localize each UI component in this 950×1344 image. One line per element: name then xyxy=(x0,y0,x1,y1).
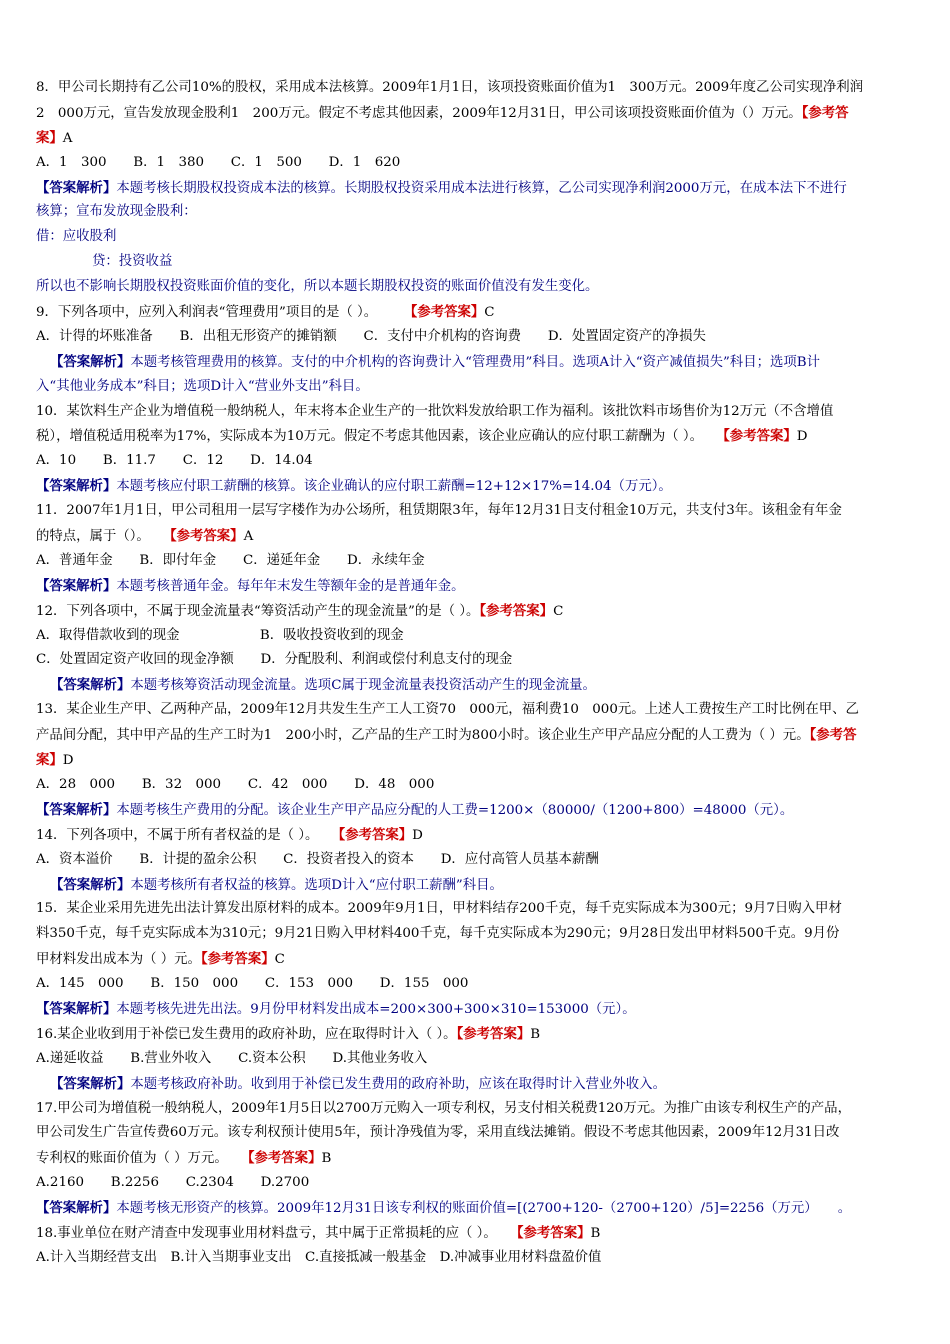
explanation-text: 本题考核筹资活动现金流量。选项C属于现金流量表投资活动产生的现金流量。 xyxy=(130,678,596,694)
question-stem-text: 12．下列各项中，不属于现金流量表“筹资活动产生的现金流量”的是（ ）。 xyxy=(36,603,480,619)
explanation-text: 本题考核生产费用的分配。该企业生产甲产品应分配的人工费=1200×（80000/（1200+800）=48000（元）。 xyxy=(116,802,794,818)
explanation-text: 本题考核先进先出法。9月份甲材料发出成本=200×300+300×310=153000（元）。 xyxy=(116,1001,636,1017)
question-9 xyxy=(36,300,914,400)
explanation xyxy=(36,873,914,898)
answer-value: B xyxy=(590,1225,601,1241)
explanation xyxy=(36,997,914,1022)
question-8 xyxy=(36,76,914,300)
explanation xyxy=(36,574,914,599)
answer-label: 【参考答案】 xyxy=(200,951,275,968)
question-stem-text: 的特点，属于（）。 xyxy=(36,529,144,545)
explanation-label: 【答案解析】 xyxy=(36,478,117,495)
question-options: A．10 B．11.7 C．12 D．14.04 xyxy=(36,453,313,469)
question-options: A．1 300 B．1 380 C．1 500 D．1 620 xyxy=(36,154,401,170)
question-16 xyxy=(36,1022,914,1097)
explanation-text: 所以也不影响长期股权投资账面价值的变化，所以本题长期股权投资的账面价值没有发生变化。 xyxy=(36,279,599,295)
question-stem-text: 9．下列各项中，应列入利润表“管理费用”项目的是（ ）。 xyxy=(36,305,371,321)
explanation xyxy=(36,1072,914,1097)
answer-label: 【参考答案】 xyxy=(723,428,797,445)
question-stem: 甲公司发生广告宣传费60万元。该专利权预计使用5年，预计净残值为零，采用直线法摊销。假设不考虑其他因素，2009年12月31日改 xyxy=(36,1125,840,1141)
explanation xyxy=(36,350,914,375)
question-stem xyxy=(36,1221,914,1246)
question-options: A．145 000 B．150 000 C．153 000 D．155 000 xyxy=(36,976,469,992)
answer-label: 【参考答案】 xyxy=(410,304,485,321)
question-stem-text: 甲材料发出成本为（ ）元。 xyxy=(36,952,201,968)
question-options: A．普通年金 B．即付年金 C．递延年金 D．永续年金 xyxy=(36,552,425,568)
explanation-label: 【答案解析】 xyxy=(36,179,117,196)
question-stem xyxy=(36,823,914,848)
question-stem: 料350千克，每千克实际成本为310元；9月21日购入甲材料400千克，每千克实际成本为290元；9月28日发出甲材料500千克。9月份 xyxy=(36,926,840,942)
question-options: A．计得的坏账准备 B．出租无形资产的摊销额 C．支付中介机构的咨询费 D．处置固定资产的净损失 xyxy=(36,328,706,344)
answer-label: 【参考答案】 xyxy=(338,826,413,843)
explanation-label: 【答案解析】 xyxy=(36,1000,117,1017)
answer-value: C xyxy=(274,952,285,968)
question-stem: 13．某企业生产甲、乙两种产品，2009年12月共发生生产工人工资70 000元，福利费10 000元。上述人工费按生产工时比例在甲、乙 xyxy=(36,702,859,718)
explanation-text: 本题考核长期股权投资成本法的核算。长期股权投资采用成本法进行核算，乙公司实现净利润2000万元，在成本法下不进行 xyxy=(116,180,847,196)
explanation xyxy=(36,1196,914,1221)
question-11 xyxy=(36,499,914,599)
question-stem xyxy=(36,947,914,972)
explanation xyxy=(36,176,914,201)
explanation xyxy=(36,798,914,823)
question-stem xyxy=(36,1022,914,1047)
answer-label: 【参考答案】 xyxy=(247,1150,322,1167)
answer-label: 案】 xyxy=(36,752,63,769)
explanation-text: 入“其他业务成本”科目；选项D计入“营业外支出”科目。 xyxy=(36,378,369,394)
answer-label: 案】 xyxy=(36,129,63,146)
answer-line xyxy=(36,748,914,773)
answer-label: 【参考答案】 xyxy=(456,1025,531,1042)
question-options: A.2160 B.2256 C.2304 D.2700 xyxy=(36,1175,310,1191)
question-stem-text: 产品间分配，其中甲产品的生产工时为1 200小时，乙产品的生产工时为800小时。该企业生产甲产品应分配的人工费为（ ）元。 xyxy=(36,728,810,744)
answer-label: 【参考答案】 xyxy=(516,1224,591,1241)
answer-value: C xyxy=(484,305,495,321)
answer-label: 【参考答 xyxy=(809,727,857,744)
explanation-text: 本题考核政府补助。收到用于补偿已发生费用的政府补助，应该在取得时计入营业外收入。 xyxy=(130,1076,666,1092)
answer-value: D xyxy=(412,827,423,843)
answer-value: D xyxy=(62,753,74,769)
question-stem: 15．某企业采用先进先出法计算发出原材料的成本。2009年9月1日，甲材料结存200千克，每千克实际成本为300元；9月7日购入甲材 xyxy=(36,901,842,917)
question-stem xyxy=(36,723,914,748)
answer-line xyxy=(36,126,914,151)
answer-label: 【参考答案】 xyxy=(169,528,244,545)
explanation-text: 本题考核所有者权益的核算。选项D计入“应付职工薪酬”科目。 xyxy=(130,877,503,893)
answer-value: A xyxy=(62,130,73,146)
answer-value: B xyxy=(530,1026,541,1042)
question-stem: 17.甲公司为增值税一般纳税人，2009年1月5日以2700万元购入一项专利权，另支付相关税费120万元。为推广由该专利权生产的产品， xyxy=(36,1100,851,1116)
question-options: C．处置固定资产收回的现金净额 D．分配股利、利润或偿付利息支付的现金 xyxy=(36,652,513,668)
explanation-text: 本题考核普通年金。每年年末发生等额年金的是普通年金。 xyxy=(116,578,465,594)
explanation-label: 【答案解析】 xyxy=(36,1200,117,1217)
question-15 xyxy=(36,897,914,1021)
question-10 xyxy=(36,400,914,500)
question-stem: 10．某饮料生产企业为增值税一般纳税人，年末将本企业生产的一批饮料发放给职工作为福利。该批饮料市场售价为12万元（不含增值 xyxy=(36,403,834,419)
question-options: A．资本溢价 B．计提的盈余公积 C．投资者投入的资本 D．应付高管人员基本薪酬 xyxy=(36,851,599,867)
question-stem-text: 专利权的账面价值为（ ）万元。 xyxy=(36,1151,222,1167)
question-stem: 8．甲公司长期持有乙公司10%的股权，采用成本法核算。2009年1月1日，该项投资账面价值为1 300万元。2009年度乙公司实现净利润 xyxy=(36,80,864,95)
question-14 xyxy=(36,823,914,898)
question-stem-text: 2 000万元，宣告发放现金股利1 200万元。假定不考虑其他因素，2009年12月31日，甲公司该项投资账面价值为（）万元。 xyxy=(36,105,802,121)
question-stem: 11．2007年1月1日，甲公司租用一层写字楼作为办公场所，租赁期限3年，每年12月31日支付租金10万元，共支付3年。该租金有年金 xyxy=(36,503,842,519)
explanation xyxy=(36,474,914,499)
answer-value: C xyxy=(553,603,564,619)
question-stem xyxy=(36,101,914,126)
question-options: A.递延收益 B.营业外收入 C.资本公积 D.其他业务收入 xyxy=(36,1050,428,1066)
question-18 xyxy=(36,1221,914,1271)
question-stem xyxy=(36,424,914,449)
explanation-text: 本题考核管理费用的核算。支付的中介机构的咨询费计入“管理费用”科目。选项A计入“资产减值损失”科目；选项B计 xyxy=(130,354,820,370)
explanation-label: 【答案解析】 xyxy=(50,353,131,370)
question-options: A.计入当期经营支出 B.计入当期事业支出 C.直接抵减一般基金 D.冲减事业用材料盘盈价值 xyxy=(36,1249,602,1265)
answer-label: 【参考答案】 xyxy=(479,602,554,619)
question-stem-text: 14．下列各项中，不属于所有者权益的是（ ）。 xyxy=(36,827,312,843)
explanation-text: 本题考核应付职工薪酬的核算。该企业确认的应付职工薪酬=12+12×17%=14.04（万元）。 xyxy=(116,479,672,495)
explanation-label: 【答案解析】 xyxy=(50,1075,131,1092)
question-stem xyxy=(36,599,914,624)
question-stem-text: 税），增值税适用税率为17%，实际成本为10万元。假定不考虑其他因素，该企业应确认的应付职工薪酬为（ ）。 xyxy=(36,429,697,445)
explanation-label: 【答案解析】 xyxy=(36,577,117,594)
answer-value: A xyxy=(243,529,254,545)
explanation-label: 【答案解析】 xyxy=(36,801,117,818)
question-stem-text: 16.某企业收到用于补偿已发生费用的政府补助，应在取得时计入（ ）。 xyxy=(36,1026,457,1042)
explanation-text: 核算；宣布发放现金股利： xyxy=(36,204,197,220)
answer-label: 【参考答 xyxy=(801,104,849,121)
question-options: A．28 000 B．32 000 C．42 000 D．48 000 xyxy=(36,776,435,792)
explanation-label: 【答案解析】 xyxy=(50,876,131,893)
question-stem xyxy=(36,524,914,549)
explanation-text: 本题考核无形资产的核算。2009年12月31日该专利权的账面价值=[(2700+120-（2700+120）/5]=2256（万元） 。 xyxy=(116,1201,852,1217)
explanation xyxy=(36,673,914,698)
question-17 xyxy=(36,1097,914,1221)
question-stem-text: 18.事业单位在财产清查中发现事业用材料盘亏，其中属于正常损耗的应（ ）。 xyxy=(36,1225,491,1241)
explanation-text: 借：应收股利 xyxy=(36,229,117,245)
answer-value: B xyxy=(321,1151,332,1167)
question-13 xyxy=(36,698,914,822)
answer-value: D xyxy=(796,429,808,445)
question-options: A．取得借款收到的现金 B．吸收投资收到的现金 xyxy=(36,627,404,643)
explanation-label: 【答案解析】 xyxy=(50,677,131,694)
question-stem xyxy=(36,1146,914,1171)
explanation-text: 贷：投资收益 xyxy=(92,254,173,270)
question-12 xyxy=(36,599,914,699)
question-stem xyxy=(36,300,914,325)
